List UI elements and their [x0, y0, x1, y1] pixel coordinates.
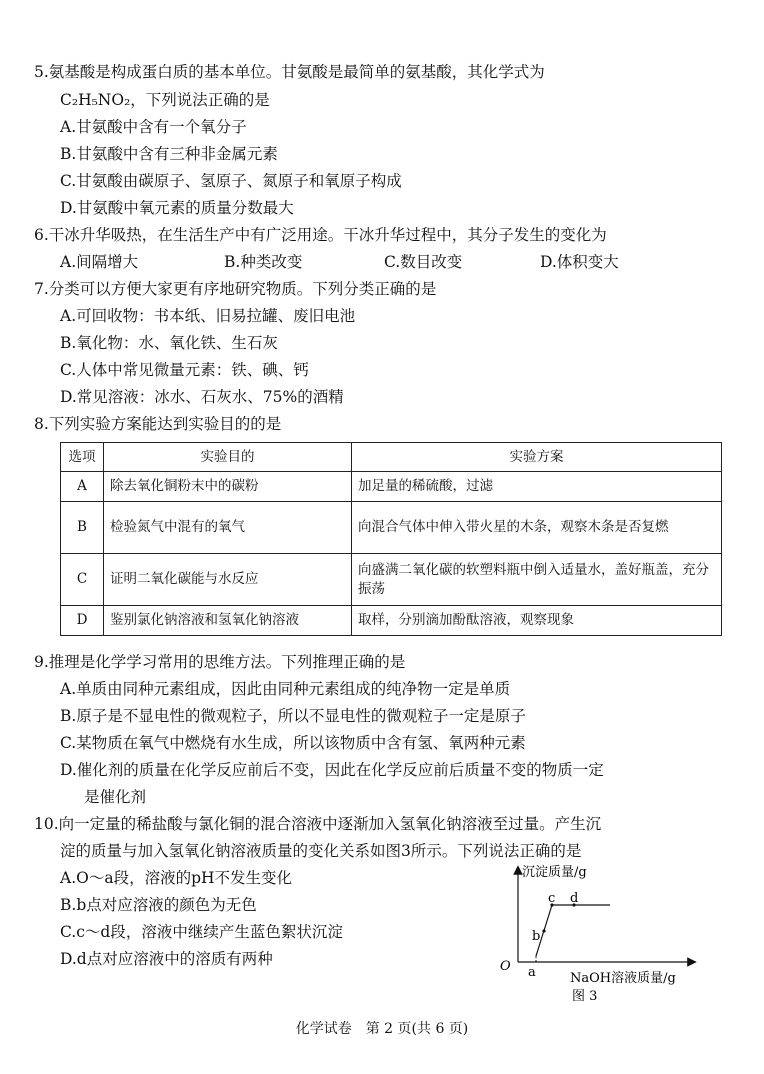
q8-row-option: B — [61, 502, 104, 554]
q5-option-c: C.甘氨酸由碳原子、氢原子、氮原子和氧原子构成 — [60, 172, 402, 190]
q8-row-plan: 向混合气体中伸入带火星的木条，观察木条是否复燃 — [352, 502, 722, 554]
q5-stem-line1: 5.氨基酸是构成蛋白质的基本单位。甘氨酸是最简单的氨基酸，其化学式为 — [34, 63, 545, 81]
q8-header-option: 选项 — [61, 443, 104, 472]
q8-header-goal: 实验目的 — [104, 443, 352, 472]
q8-row-goal: 鉴别氯化钠溶液和氢氧化钠溶液 — [104, 606, 352, 636]
y-axis-label: 沉淀质量/g — [522, 865, 587, 880]
table-row — [61, 502, 722, 554]
q6-option-d: D.体积变大 — [540, 253, 619, 271]
q8-row-option: D — [61, 606, 104, 636]
page-footer: 化学试卷 第 2 页(共 6 页) — [295, 1021, 469, 1037]
q7-option-d: D.常见溶液：冰水、石灰水、75%的酒精 — [60, 388, 344, 406]
q10-option-a: A.O～a段，溶液的pH不发生变化 — [60, 869, 293, 887]
q10-option-d: D.d点对应溶液中的溶质有两种 — [60, 950, 273, 968]
q8-row-plan: 加足量的稀硫酸，过滤 — [352, 472, 722, 502]
q7-option-b: B.氧化物：水、氧化铁、生石灰 — [60, 334, 278, 352]
figure-3-graph — [492, 860, 712, 1010]
figure-caption: 图 3 — [572, 989, 598, 1004]
q7-stem: 7.分类可以方便大家更有序地研究物质。下列分类正确的是 — [34, 280, 437, 298]
q6-option-b: B.种类改变 — [224, 253, 303, 271]
q5-option-b: B.甘氨酸中含有三种非金属元素 — [60, 145, 278, 163]
q10-stem-line1: 10.向一定量的稀盐酸与氯化铜的混合溶液中逐渐加入氢氧化钠溶液至过量。产生沉 — [34, 815, 602, 833]
q9-option-d-continued: 是催化剂 — [84, 788, 147, 806]
q8-row-goal: 除去氧化铜粉末中的碳粉 — [104, 472, 352, 502]
q7-option-c: C.人体中常见微量元素：铁、碘、钙 — [60, 361, 309, 379]
q9-option-d: D.催化剂的质量在化学反应前后不变，因此在化学反应前后质量不变的物质一定 — [60, 761, 604, 779]
x-axis-label: NaOH溶液质量/g — [570, 971, 676, 986]
table-row — [61, 554, 722, 606]
q10-option-b: B.b点对应溶液的颜色为无色 — [60, 896, 257, 914]
q6-option-c: C.数目改变 — [384, 253, 463, 271]
q8-row-option: A — [61, 472, 104, 502]
q8-table — [60, 442, 722, 636]
q7-option-a: A.可回收物：书本纸、旧易拉罐、废旧电池 — [60, 307, 356, 325]
q8-table-header-row — [61, 443, 722, 472]
q5-stem-line2: C₂H₅NO₂，下列说法正确的是 — [60, 91, 270, 109]
point-b-marker — [542, 929, 545, 932]
point-c-label: c — [548, 891, 556, 906]
q8-row-plan: 向盛满二氧化碳的软塑料瓶中倒入适量水，盖好瓶盖，充分振荡 — [352, 554, 722, 606]
q8-row-goal: 证明二氧化碳能与水反应 — [104, 554, 352, 606]
q5-option-a: A.甘氨酸中含有一个氧分子 — [60, 118, 247, 136]
q6-stem: 6.干冰升华吸热，在生活生产中有广泛用途。干冰升华过程中，其分子发生的变化为 — [34, 226, 607, 244]
q9-option-a: A.单质由同种元素组成，因此由同种元素组成的纯净物一定是单质 — [60, 680, 511, 698]
table-row — [61, 606, 722, 636]
q9-stem: 9.推理是化学学习常用的思维方法。下列推理正确的是 — [34, 653, 406, 671]
point-d-label: d — [570, 891, 579, 906]
q8-row-option: C — [61, 554, 104, 606]
table-row — [61, 472, 722, 502]
q8-header-plan: 实验方案 — [352, 443, 722, 472]
q10-option-c: C.c～d段，溶液中继续产生蓝色絮状沉淀 — [60, 923, 343, 941]
origin-label: O — [500, 959, 511, 974]
q5-option-d: D.甘氨酸中氧元素的质量分数最大 — [60, 199, 294, 217]
q6-option-a: A.间隔增大 — [60, 253, 139, 271]
point-b-label: b — [532, 929, 541, 944]
q10-stem-line2: 淀的质量与加入氢氧化钠溶液质量的变化关系如图3所示。下列说法正确的是 — [60, 842, 582, 860]
q9-option-b: B.原子是不显电性的微观粒子，所以不显电性的微观粒子一定是原子 — [60, 707, 526, 725]
q8-stem: 8.下列实验方案能达到实验目的的是 — [34, 415, 282, 433]
q8-row-goal: 检验氮气中混有的氧气 — [104, 502, 352, 554]
q9-option-c: C.某物质在氧气中燃烧有水生成，所以该物质中含有氢、氧两种元素 — [60, 734, 526, 752]
point-a-label: a — [528, 965, 536, 980]
q8-row-plan: 取样，分别滴加酚酞溶液，观察现象 — [352, 606, 722, 636]
